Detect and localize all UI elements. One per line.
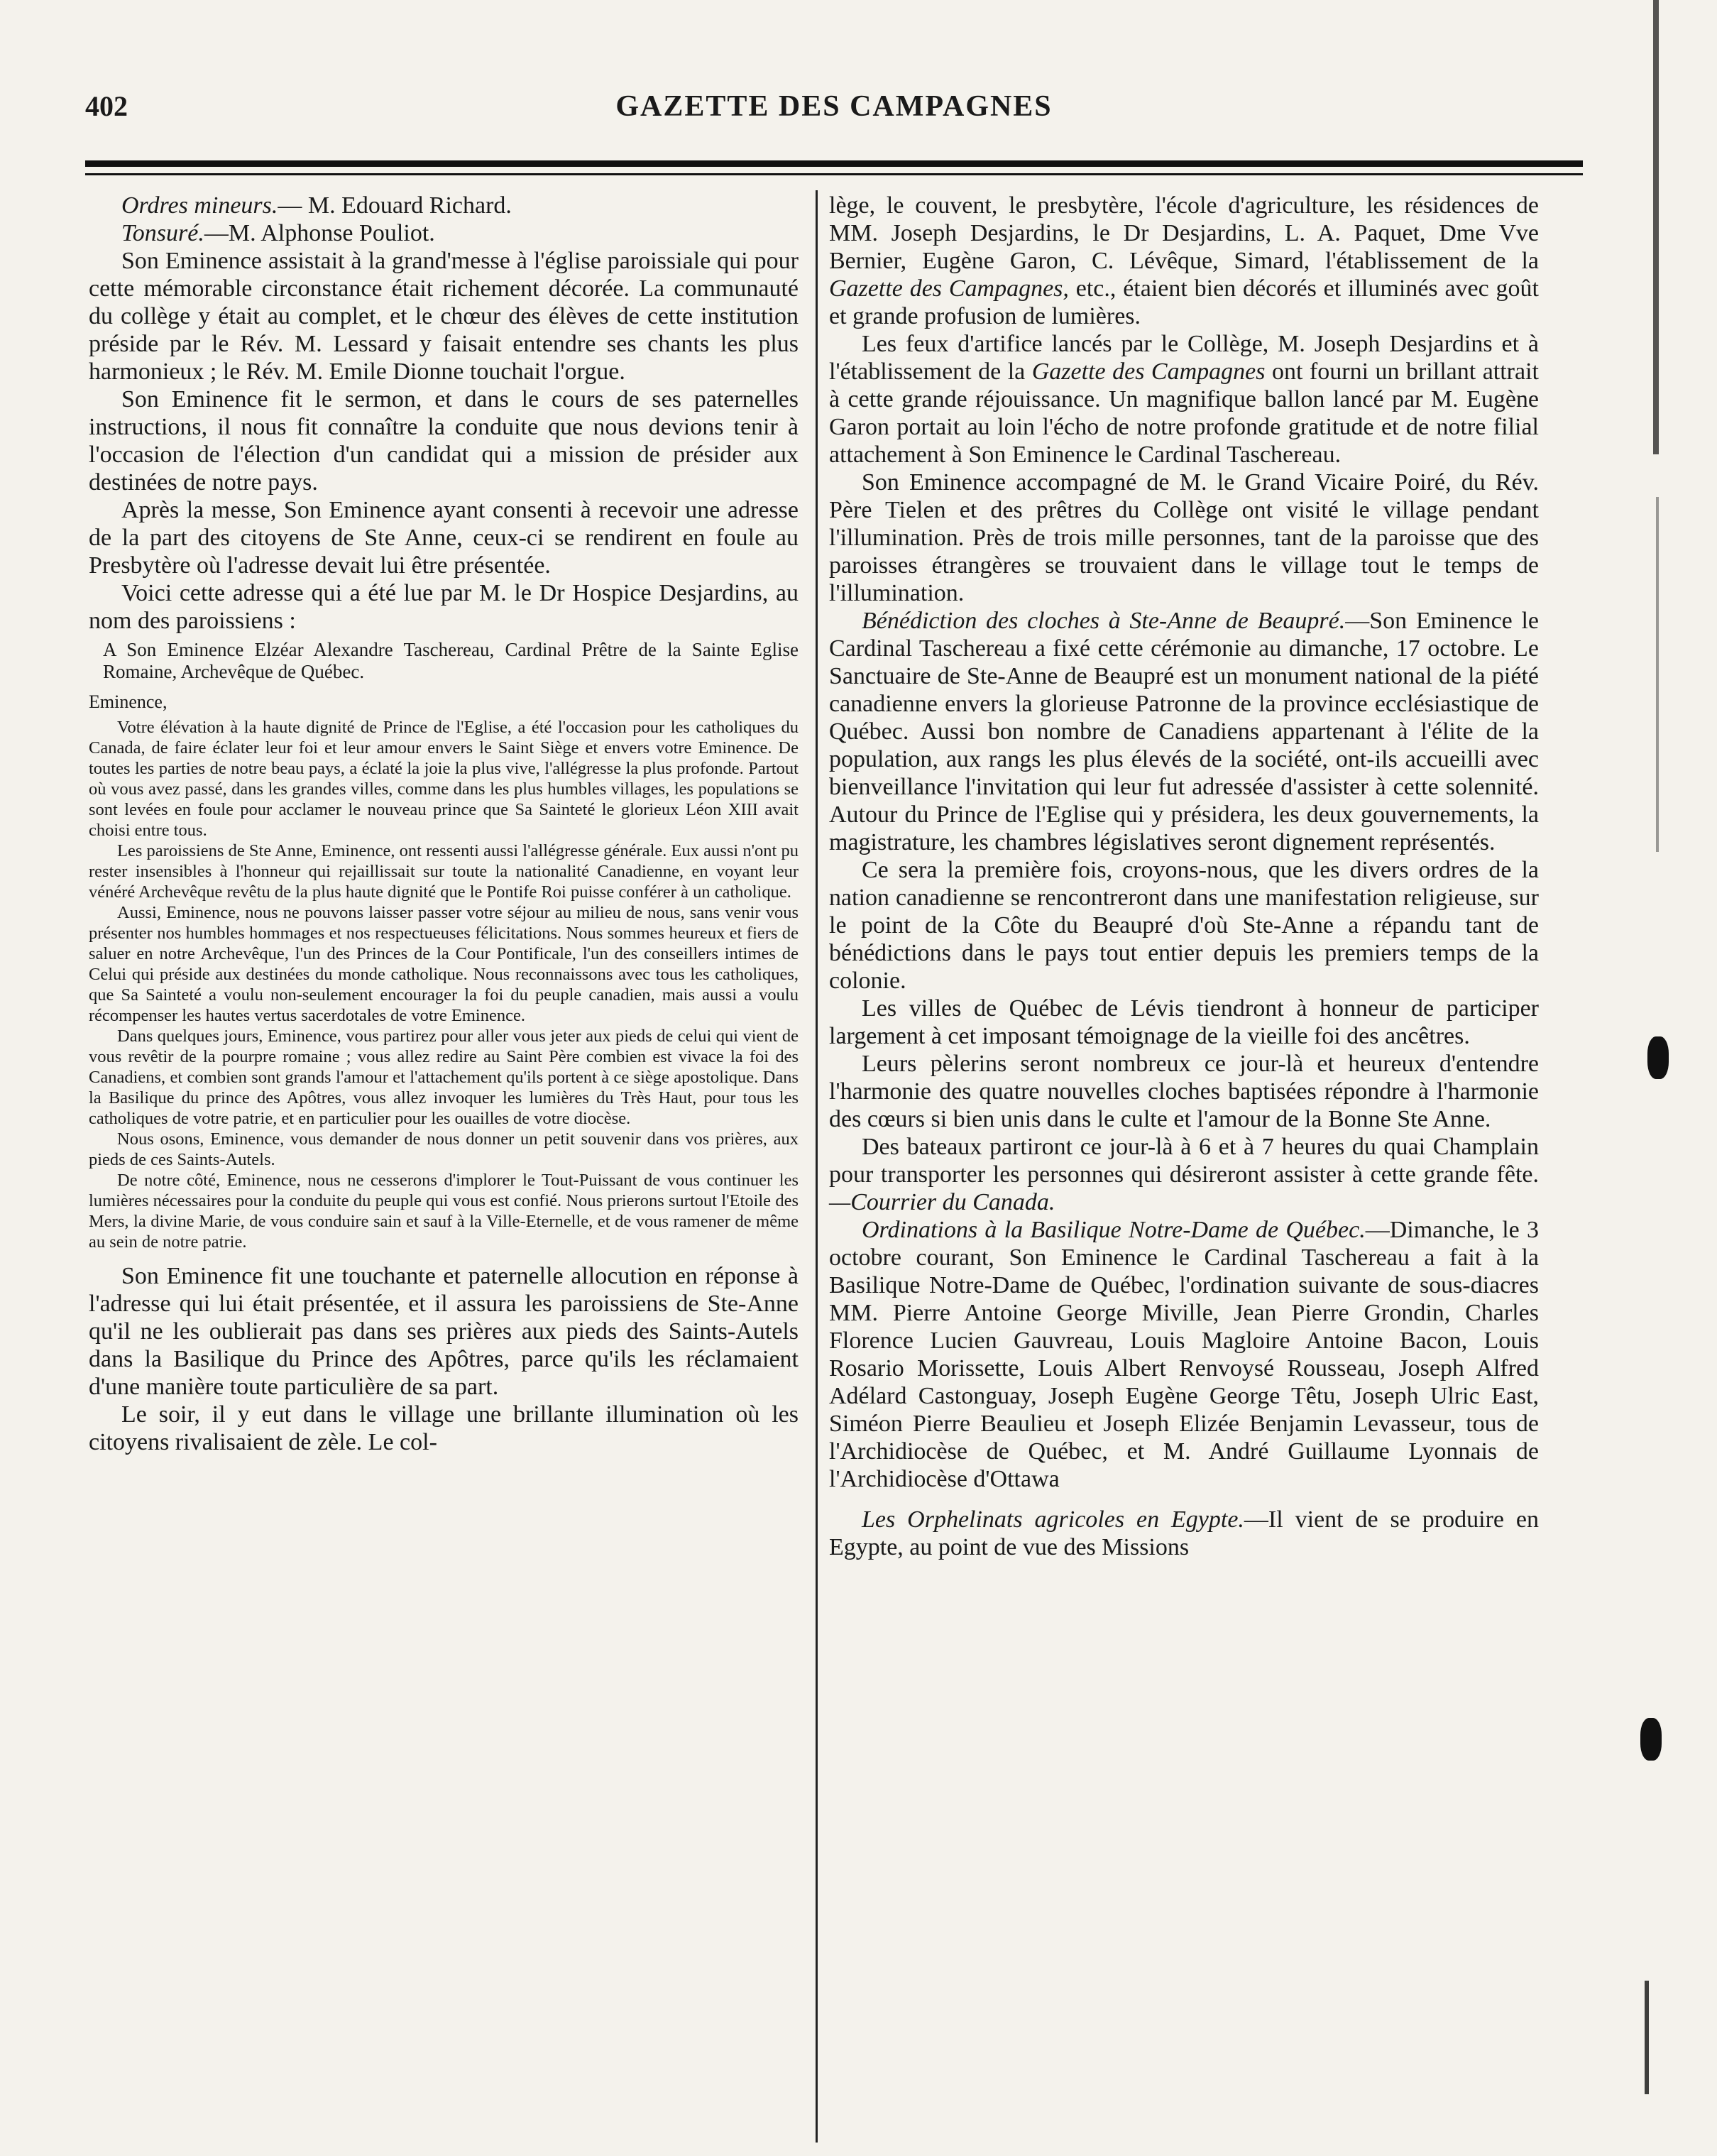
scan-margin-artifacts: [1596, 0, 1717, 2156]
text-run: ont fourni un brillant attrait à cette grande réjouissance. Un magnifique ballon lancé par M. Eugène Garon portait au loin l'écho de notre profonde gratitude et de notre filial attachement à Son Eminence le Cardinal Taschereau.: [829, 359, 1539, 468]
ink-blot: [1640, 1718, 1662, 1761]
journal-title: GAZETTE DES CAMPAGNES: [615, 90, 1053, 123]
article-orphelinats: [829, 1506, 1539, 1561]
tonsure-line: [89, 219, 799, 247]
paragraph: Son Eminence fit une touchante et paternelle allocution en réponse à l'adresse qui lui était présentée, et il assura les paroissiens de Ste-Anne qu'il ne les oublierait pas dans ses prières aux pieds des Saints-Autels dans la Basilique du Prince des Apôtres, parce qu'ils les réclamaient d'une manière toute particulière de sa part.: [89, 1263, 799, 1400]
address-recipient: A Son Eminence Elzéar Alexandre Taschereau, Cardinal Prêtre de la Sainte Eglise Romaine, Archevêque de Québec.: [103, 639, 799, 682]
article-heading: Ordinations à la Basilique Notre-Dame de Québec.: [862, 1217, 1366, 1243]
address-paragraph: De notre côté, Eminence, nous ne cesserons d'implorer le Tout-Puissant de vous continuer les lumières nécessaires pour la conduite du peuple qui vous est confié. Nous prierons surtout l'Etoile des Mers, la divine Marie, de vous conduire sain et sauf à la Ville-Eternelle, et de vous ramener de même au sein de notre patrie.: [89, 1171, 799, 1252]
header-rule-thin: [85, 173, 1583, 175]
ordres-label: Ordres mineurs.: [121, 192, 278, 219]
article-heading: Les Orphelinats agricoles en Egypte.: [862, 1506, 1244, 1533]
paragraph: Leurs pèlerins seront nombreux ce jour-là et heureux d'entendre l'harmonie des quatre nouvelles cloches baptisées répondre à l'harmonie des cœurs si bien unis dans le culte et l'amour de la Bonne Ste Anne.: [829, 1051, 1539, 1132]
page-number: 402: [85, 90, 128, 122]
article-benediction: [829, 607, 1539, 856]
address-paragraph: Nous osons, Eminence, vous demander de nous donner un petit souvenir dans vos prières, aux pieds de ces Saints-Autels.: [89, 1129, 799, 1169]
text-run: —Son Eminence le Cardinal Taschereau a fixé cette cérémonie au dimanche, 17 octobre. Le Sanctuaire de Ste-Anne de Beaupré est un monument national de la piété canadienne envers la glorieuse Patronne de la province ecclésiastique de Québec. Aussi bon nombre de Canadiens appartenant à l'élite de la population, aux rangs les plus élevés de la société, ont-ils accueilli avec bienveillance l'invitation qui leur fut adressée d'assister à cette solennité. Autour du Prince de l'Eglise qui y présidera, les deux gouvernements, la magistrature, les chambres législatives seront dignement représentés.: [829, 608, 1539, 855]
page-header: [85, 89, 1583, 132]
paragraph: Son Eminence fit le sermon, et dans le cours de ses paternelles instructions, il nous fit connaître la conduite que nous devions tenir à l'occasion de l'élection d'un candidat qui a mission de présider aux destinées de notre pays.: [89, 386, 799, 496]
ordres-name: — M. Edouard Richard.: [278, 192, 512, 219]
tonsure-name: —M. Alphonse Pouliot.: [204, 220, 435, 246]
address-salutation: Eminence,: [89, 691, 168, 712]
paragraph: Voici cette adresse qui a été lue par M. le Dr Hospice Desjardins, au nom des paroissiens :: [89, 580, 799, 634]
scan-edge-mark: [1656, 497, 1659, 852]
header-rule-thick: [85, 160, 1583, 167]
article-heading: Bénédiction des cloches à Ste-Anne de Beaupré.: [862, 608, 1346, 634]
ink-blot: [1647, 1036, 1669, 1079]
right-column: [829, 192, 1539, 1561]
address-paragraph: Les paroissiens de Ste Anne, Eminence, ont ressenti aussi l'allégresse générale. Eux aussi n'ont pu rester insensibles à l'honneur qui rejaillissait sur toute la nationalité Canadienne, en voyant leur vénéré Archevêque revêtu de la plus haute dignité que le Pontife Roi puisse conférer à un catholique.: [89, 841, 799, 902]
gazette-title: Gazette des Campagnes: [1031, 359, 1266, 385]
paragraph: [829, 1133, 1539, 1216]
paragraph: Son Eminence assistait à la grand'messe à l'église paroissiale qui pour cette mémorable circonstance était richement décorée. La communauté du collège y était au complet, et le chœur des élèves de cette institution préside par le Rév. M. Lessard y faisait entendre ses chants les plus harmonieux ; le Rév. M. Emile Dionne touchait l'orgue.: [89, 248, 799, 385]
text-run: lège, le couvent, le presbytère, l'école d'agriculture, les résidences de MM. Joseph Desjardins, le Dr Desjardins, L. A. Paquet, Dme Vve Bernier, Eugène Garon, C. Lévêque, Simard, l'établissement de la: [829, 192, 1539, 274]
address-paragraph: Aussi, Eminence, nous ne pouvons laisser passer votre séjour au milieu de nous, sans venir vous présenter nos humbles hommages et nos respectueuses félicitations. Nous sommes heureux et fiers de saluer en notre Archevêque, l'un des Princes de la Cour Pontificale, l'un des conseillers intimes de Celui qui préside aux destinées du monde catholique. Nous reconnaissons avec tous les catholiques, que Sa Sainteté a voulu non-seulement encourager la foi du peuple canadien, mais aussi a voulu récompenser les hautes vertus sacerdotales de votre Eminence.: [89, 903, 799, 1025]
text-run: Des bateaux partiront ce jour-là à 6 et à 7 heures du quai Champlain pour transporter les personnes qui désireront assister à cette grande fête.: [829, 1134, 1539, 1188]
paragraph: Le soir, il y eut dans le village une brillante illumination où les citoyens rivalisaient de zèle. Le col-: [89, 1401, 799, 1455]
column-divider: [816, 190, 818, 2143]
text-run: —Dimanche, le 3 octobre courant, Son Eminence le Cardinal Taschereau a fait à la Basilique Notre-Dame de Québec, l'ordination suivante de sous-diacres MM. Pierre Antoine George Miville, Jean Pierre Grondin, Charles Florence Lucien Gauvreau, Louis Magloire Antoine Bacon, Louis Rosario Morissette, Louis Albert Renvoysé Rousseau, Joseph Alfred Adélard Castonguay, Joseph Eugène George Têtu, Joseph Ulric East, Siméon Pierre Beaulieu et Joseph Elizée Benjamin Levasseur, tous de l'Archidiocèse de Québec, et M. André Guillaume Lyonnais de l'Archidiocèse d'Ottawa: [829, 1217, 1539, 1492]
paragraph: Les villes de Québec de Lévis tiendront à honneur de participer largement à cet imposant témoignage de la vieille foi des ancêtres.: [829, 995, 1539, 1049]
left-column: [89, 192, 799, 1456]
ordres-mineurs-line: [89, 192, 799, 219]
paragraph: [829, 330, 1539, 469]
address-paragraph: Dans quelques jours, Eminence, vous partirez pour aller vous jeter aux pieds de celui qui vient de vous revêtir de la pourpre romaine ; vous allez redire au Saint Père combien est vivace la foi des Canadiens, et combien sont grands l'amour et l'attachement qu'ils portent à ce siège apostolique. Dans la Basilique du prince des Apôtres, vous allez invoquer les lumières du Très Haut, pour tous les catholiques de votre patrie, et en particulier pour les ouailles de votre diocèse.: [89, 1027, 799, 1128]
text-run: etc., étaient bien décorés et illuminés avec goût et grande profusion de lumières.: [829, 275, 1539, 329]
scan-edge-mark: [1645, 1981, 1649, 2094]
source-credit: —Courrier du Canada.: [829, 1189, 1055, 1215]
address-paragraph: Votre élévation à la haute dignité de Prince de l'Eglise, a été l'occasion pour les catholiques du Canada, de faire éclater leur foi et leur amour envers le Saint Siège et envers votre Eminence. De toutes les parties de notre beau pays, a éclaté la joie la plus vive, l'allégresse la plus profonde. Partout où vous avez passé, dans les grandes villes, comme dans les plus humbles villages, les populations se sont levées en foule pour acclamer le nouveau prince que Sa Sainteté le glorieux Léon XIII avait choisi entre tous.: [89, 718, 799, 840]
gazette-title: Gazette des Campagnes,: [829, 275, 1069, 302]
paragraph: Son Eminence accompagné de M. le Grand Vicaire Poiré, du Rév. Père Tielen et des prêtres du Collège ont visité le village pendant l'illumination. Près de trois mille personnes, tant de la paroisse que des paroisses étrangères se trouvaient dans le village tout le temps de l'illumination.: [829, 469, 1539, 606]
text-run: Les feux d'artifice lancés par le Collège, M. Joseph Desjardins et à l'établissement de la: [829, 331, 1539, 385]
article-ordinations: [829, 1216, 1539, 1493]
text-run: —Il vient de se produire en Egypte, au point de vue des Missions: [829, 1506, 1540, 1560]
paragraph: Après la messe, Son Eminence ayant consenti à recevoir une adresse de la part des citoyens de Ste Anne, ceux-ci se rendirent en foule au Presbytère où l'adresse devait lui être présentée.: [89, 497, 799, 579]
paragraph: Ce sera la première fois, croyons-nous, que les divers ordres de la nation canadienne se rencontreront dans une manifestation religieuse, sur le point de la Côte du Beaupré d'où Ste-Anne a répandu tant de bénédictions dans le pays tout entier depuis les premiers temps de la colonie.: [829, 857, 1539, 994]
scan-edge-mark: [1653, 0, 1659, 454]
tonsure-label: Tonsuré.: [121, 220, 204, 246]
paragraph: [829, 192, 1539, 330]
